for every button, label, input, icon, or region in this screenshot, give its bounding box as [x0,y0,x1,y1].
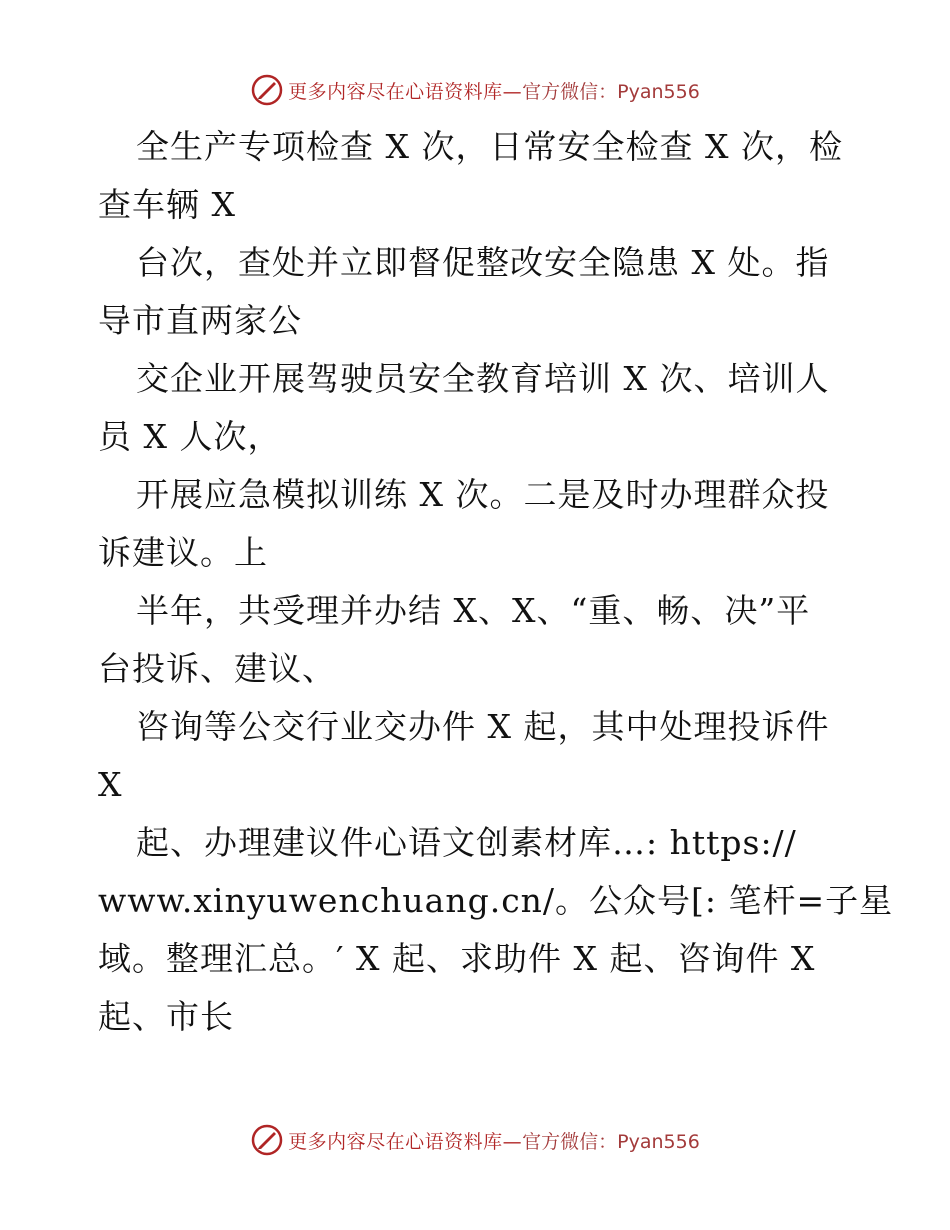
quill-logo-icon [250,73,284,107]
footer-banner [0,1120,950,1160]
text-line: 开展应急模拟训练 X 次。二是及时办理群众投 [136,475,830,514]
text-line: www.xinyuwenchuang.cn/。公众号[: 笔杆=子星 [98,881,894,920]
quill-logo-icon [250,1123,284,1157]
text-line: 咨询等公交行业交办件 X 起，其中处理投诉件 [136,707,830,746]
text-line: 起、办理建议件心语文创素材库…: https:// [136,823,797,862]
text-line: X [98,765,123,804]
text-line: 查车辆 X [98,185,236,224]
text-line: 台投诉、建议、 [98,649,336,688]
text-line: 域。整理汇总。′ X 起、求助件 X 起、咨询件 X [98,939,816,978]
text-line: 全生产专项检查 X 次，日常安全检查 X 次，检 [136,127,843,166]
text-line: 导市直两家公 [98,301,302,340]
text-line: 半年，共受理并办结 X、X、“重、畅、决”平 [136,591,811,630]
footer-banner-text: 更多内容尽在心语资料库— [288,1130,523,1153]
document-body [98,118,894,1046]
footer-banner-wechat: 官方微信：Pyan556 [522,1130,700,1153]
header-banner-text: 更多内容尽在心语资料库— [288,80,523,103]
header-banner-wechat: 官方微信：Pyan556 [522,80,700,103]
text-line: 台次，查处并立即督促整改安全隐患 X 处。指 [136,243,830,282]
text-line: 交企业开展驾驶员安全教育培训 X 次、培训人 [136,359,830,398]
text-line: 起、市长 [98,997,234,1036]
text-line: 诉建议。上 [98,533,268,572]
text-line: 员 X 人次， [98,417,282,456]
header-banner [0,70,950,110]
